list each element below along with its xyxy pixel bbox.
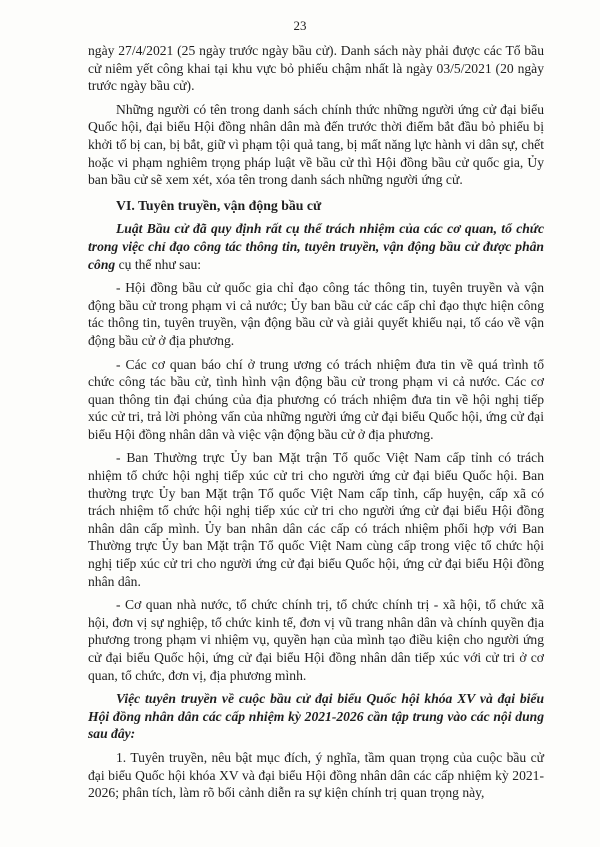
intro-emphasis: Luật Bầu cử đã quy định rất cụ thể trách nhiệm của các cơ quan, tổ chức trong việc chỉ đạo công tác thông tin, tuyên truyền, vận động bầu cử được phân công (88, 221, 544, 272)
bullet-fatherland-front: - Ban Thường trực Ủy ban Mặt trận Tổ quốc Việt Nam cấp tỉnh có trách nhiệm tổ chức hội nghị tiếp xúc cử tri cho người ứng cử đại biểu Quốc hội. Ban thường trực Ủy ban Mặt trận Tổ quốc Việt Nam cấp tỉnh, cấp huyện, cấp xã có trách nhiệm tổ chức hội nghị tiếp xúc cử tri cho người ứng cử đại biểu Hội đồng nhân dân cấp mình. Ủy ban nhân dân các cấp có trách nhiệm phối hợp với Ban Thường trực Ủy ban Mặt trận Tổ quốc Việt Nam cùng cấp trong việc tổ chức hội nghị tiếp xúc cử tri cho người ứng cử đại biểu Quốc hội, ứng cử đại biểu Hội đồng nhân dân. (88, 450, 544, 589)
bullet-press-agencies: - Các cơ quan báo chí ở trung ương có trách nhiệm đưa tin về quá trình tổ chức công tác bầu cử, tình hình vận động bầu cử trong phạm vi cả nước. Các cơ quan thông tin đại chúng của địa phương có trách nhiệm đưa tin về hội nghị tiếp xúc cử tri, trả lời phỏng vấn của những người ứng cử đại biểu Quốc hội, ứng cử đại biểu Hội đồng nhân dân và việc vận động bầu cử ở địa phương. (88, 356, 544, 442)
paragraph-intro (88, 220, 544, 273)
paragraph-candidate-removal: Những người có tên trong danh sách chính thức những người ứng cử đại biểu Quốc hội, đại biểu Hội đồng nhân dân mà đến trước thời điểm bắt đầu bỏ phiếu bị khởi tố bị can, bị bắt, giữ vì phạm tội quả tang, bị mất năng lực hành vi dân sự, chết hoặc vi phạm nghiêm trọng pháp luật về bầu cử thì Hội đồng bầu cử quốc gia, Ủy ban bầu cử sẽ xem xét, xóa tên trong danh sách những người ứng cử. (88, 101, 544, 188)
intro-tail: cụ thể như sau: (115, 256, 202, 272)
bullet-state-agencies: - Cơ quan nhà nước, tổ chức chính trị, tổ chức chính trị - xã hội, tổ chức xã hội, đơn vị sự nghiệp, tổ chức kinh tế, đơn vị vũ trang nhân dân và chính quyền địa phương trong phạm vi nhiệm vụ, quyền hạn của mình tạo điều kiện cho người ứng cử đại biểu Quốc hội, ứng cử đại biểu Hội đồng nhân dân tiếp xúc với cử tri ở cơ quan, tổ chức, đơn vị, địa phương mình. (88, 597, 544, 683)
item-1: 1. Tuyên truyền, nêu bật mục đích, ý nghĩa, tầm quan trọng của cuộc bầu cử đại biểu Quốc hội khóa XV và đại biểu Hội đồng nhân dân các cấp nhiệm kỳ 2021-2026; phân tích, làm rõ bối cảnh diễn ra sự kiện chính trị quan trọng này, (88, 749, 544, 801)
document-body (88, 42, 544, 808)
focus-heading: Việc tuyên truyền về cuộc bầu cử đại biểu Quốc hội khóa XV và đại biểu Hội đồng nhân dân các cấp nhiệm kỳ 2021-2026 cần tập trung vào các nội dung sau đây: (88, 691, 544, 742)
bullet-national-council: - Hội đồng bầu cử quốc gia chỉ đạo công tác thông tin, tuyên truyền và vận động bầu cử trong phạm vi cả nước; Ủy ban bầu cử các cấp chỉ đạo thực hiện công tác thông tin, tuyên truyền, vận động bầu cử và giải quyết khiếu nại, tố cáo về vận động bầu cử ở địa phương. (88, 280, 544, 348)
paragraph-continuation: ngày 27/4/2021 (25 ngày trước ngày bầu cử). Danh sách này phải được các Tổ bầu cử niêm yết công khai tại khu vực bỏ phiếu chậm nhất là ngày 03/5/2021 (20 ngày trước ngày bầu cử). (88, 43, 544, 94)
section-heading: VI. Tuyên truyền, vận động bầu cử (116, 197, 322, 213)
page-number: 23 (293, 18, 307, 33)
